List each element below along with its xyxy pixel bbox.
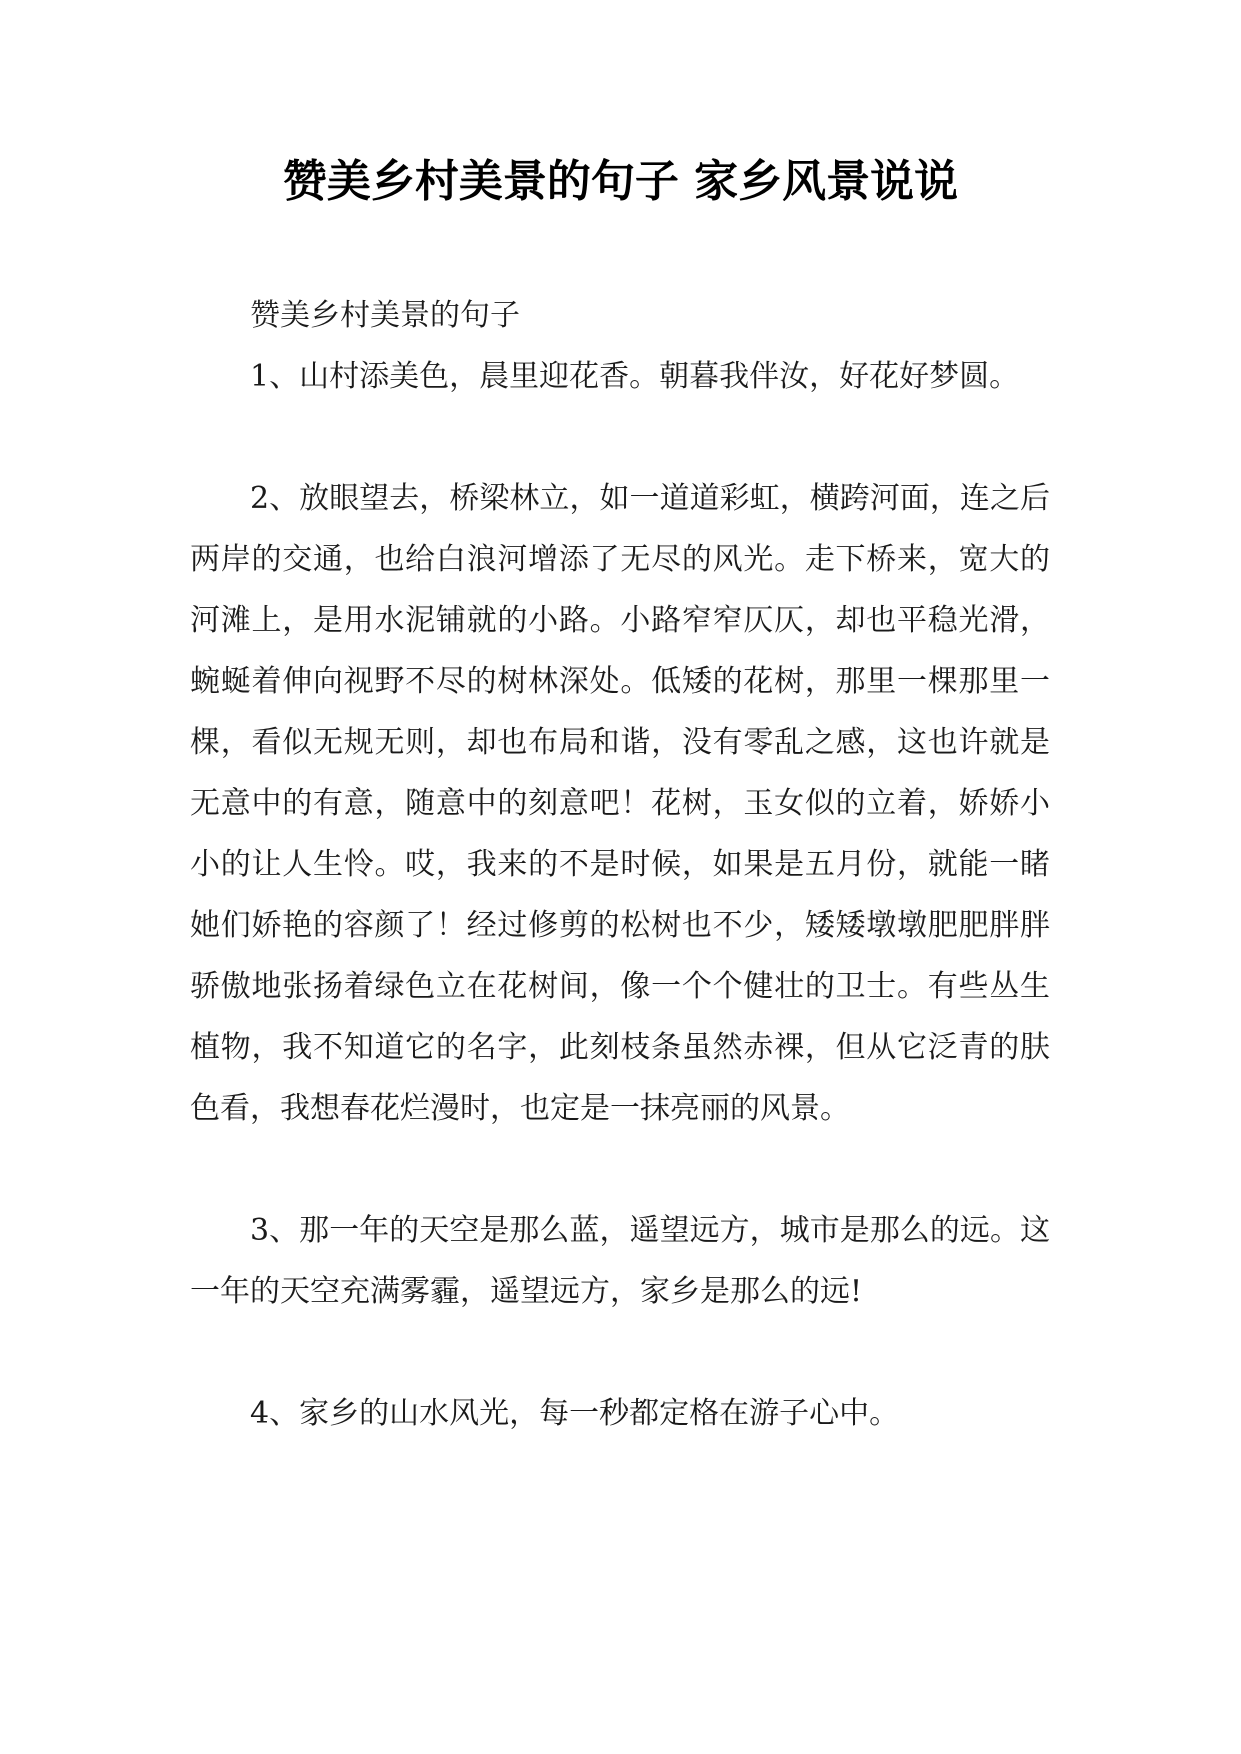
- paragraph-1: 1、山村添美色，晨里迎花香。朝暮我伴汝，好花好梦圆。: [250, 359, 1020, 394]
- subtitle-line: 赞美乡村美景的句子: [250, 298, 520, 333]
- paragraph-2: 2、放眼望去，桥梁林立，如一道道彩虹，横跨河面，连之后两岸的交通，也给白浪河增添了无尽的风光。走下桥来，宽大的河滩上，是用水泥铺就的小路。小路窄窄仄仄，却也平稳光滑，蜿蜒着伸向视野不尽的树林深处。低矮的花树，那里一棵那里一棵，看似无规无则，却也布局和谐，没有零乱之感，这也许就是无意中的有意，随意中的刻意吧！花树，玉女似的立着，娇娇小小的让人生怜。哎，我来的不是时候，如果是五月份，就能一睹她们娇艳的容颜了！经过修剪的松树也不少，矮矮墩墩肥肥胖胖骄傲地张扬着绿色立在花树间，像一个个健壮的卫士。有些丛生植物，我不知道它的名字，此刻枝条虽然赤裸，但从它泛青的肤色看，我想春花烂漫时，也定是一抹亮丽的风景。: [190, 481, 1050, 1126]
- paragraph-4: 4、家乡的山水风光，每一秒都定格在游子心中。: [250, 1396, 900, 1431]
- document-body: [190, 285, 1050, 1444]
- document-title: 赞美乡村美景的句子 家乡风景说说: [282, 156, 959, 207]
- paragraph-3: 3、那一年的天空是那么蓝，遥望远方，城市是那么的远。这一年的天空充满雾霾，遥望远方，家乡是那么的远!: [190, 1213, 1050, 1309]
